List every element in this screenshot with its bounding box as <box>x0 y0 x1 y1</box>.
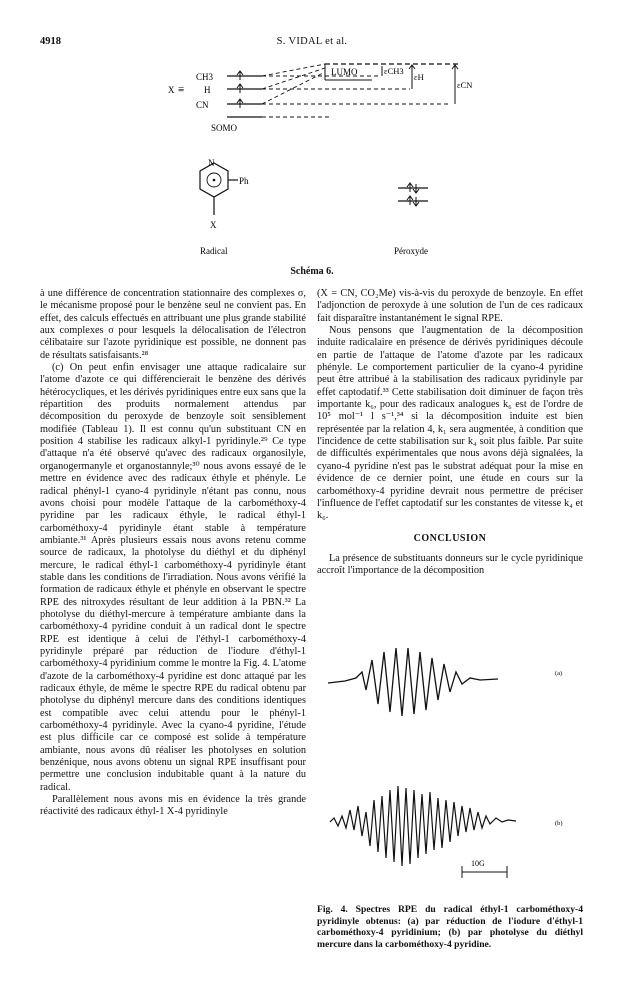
paragraph: Nous pensons que l'augmentation de la décomposition induite radicalaire en présence de dérivés pyridiniques découle en partie de l'attaque de l'atome d'azote par les radicaux phényle. Le comportement particulier de la cyano-4 pyridine peut être attribué à la stabilisation des radicaux pyridinyle par effet captodatif.³³ Cette stabilisation doit diminuer de façon très importante k₆, pour des radicaux analogues k₆ est de l'ordre de 10⁵ mol⁻¹ l s⁻¹,³⁴ si la décomposition induite est bien représentée par la relation 4, k₁ sera augmentée, à condition que l'incidence de cette stabilisation sur k₄ soit plus faible. Par suite de difficultés expérimentales que nous avons déjà signalées, la cyano-4 pyridine n'est pas le substrat adéquat pour la mise en évidence de ce dernier point, une étude en cours sur la carbométhoxy-4 pyridine devrait nous permettre de préciser l'influence de l'effet captodatif sur les constantes de vitesse k₄ et k₆. <box>317 325 583 522</box>
level-ch3-label: CH3 <box>196 72 214 82</box>
paragraph: Parallèlement nous avons mis en évidence la très grande réactivité des radicaux éthyl-1 X-4 pyridinyle <box>40 794 306 818</box>
paragraph: à une différence de concentration stationnaire des complexes σ, le mécanisme proposé pour le benzène seul ne convient pas. En effet, des calculs effectués en attribuant une plus grande stabilité aux complexes σ pour lesquels la délocalisation de l'électron célibataire sur l'azote pyridinique est possible, ne donnent pas de résultats satisfaisants.²⁸ <box>40 288 306 361</box>
ring-n-label: N <box>208 158 215 168</box>
peroxide-levels-diagram <box>398 183 428 206</box>
eps-ch3-label: εCH3 <box>384 66 404 76</box>
lumo-label: LUMO <box>331 67 358 77</box>
level-cn-label: CN <box>196 100 209 110</box>
running-title: S. VIDAL et al. <box>276 36 348 47</box>
somo-label: SOMO <box>211 123 238 133</box>
level-h-label: H <box>204 85 211 95</box>
spectrum-a <box>328 648 498 716</box>
eps-h-label: εH <box>414 72 424 82</box>
eps-cn-label: εCN <box>457 80 473 90</box>
substituent-x-label: X <box>210 220 217 230</box>
spectrum-a-label: (a) <box>555 670 563 677</box>
ph-label: Ph <box>239 176 249 186</box>
spectrum-b <box>330 786 516 866</box>
radical-label: Radical <box>200 246 228 256</box>
pyridinyl-radical-structure <box>200 158 249 230</box>
peroxide-label: Péroxyde <box>394 246 428 256</box>
page-number: 4918 <box>40 36 61 47</box>
spectrum-b-label: (b) <box>555 820 563 827</box>
conclusion-heading: CONCLUSION <box>413 532 487 544</box>
svg-text:≡: ≡ <box>178 84 185 96</box>
figure-4-caption: Fig. 4. Spectres RPE du radical éthyl-1 carbométhoxy-4 pyridinyle obtenus: (a) par réduction de l'iodure d'éthyl-1 carbométhoxy-4 pyridinium; (b) par photolyse du diéthyl mercure dans la carbométhoxy-4 pyridine. <box>317 904 583 950</box>
paragraph: (X = CN, CO₂Me) vis-à-vis du peroxyde de benzoyle. En effet l'adjonction de peroxyde à une solution de l'un de ces radicaux fait disparaître instantanément le signal RPE. <box>317 288 583 324</box>
conclusion-text: La présence de substituants donneurs sur le cycle pyridinique accroît l'importance de la décomposition <box>317 552 583 577</box>
scheme-6-diagram <box>0 0 624 268</box>
scale-bar-label: 10G <box>471 859 485 868</box>
scheme-caption: Schéma 6. <box>290 266 334 277</box>
right-column <box>317 288 583 578</box>
level-x-label: X <box>168 85 175 95</box>
paragraph: (c) On peut enfin envisager une attaque radicalaire sur l'atome d'azote ce qui différencierait le benzène des dérivés hétérocycliques, et les dérivés pyridiniques entre eux sans que la répartition des produits normalement attendus par décomposition du peroxyde de benzoyle soit sensiblement modifiée (Tableau 1). Il est connu qu'un substituant CN en position 4 stabilise les radicaux alkyl-1 pyridinyle.²⁹ Ce type d'attaque n'a été observé qu'avec des radicaux organosilyle, organogermanyle et organostannyle;³⁰ nous avons essayé de le mettre en évidence avec des radicaux éthyle et phényle. Le radical phényl-1 cyano-4 pyridinyle n'étant pas connu, nous avons choisi pour modèle l'attaque de la carbométhoxy-4 pyridine par les radicaux éthyle, le radical éthyl-1 carbométhoxy-4 pyridinyle étant stable à température ambiante.³¹ Après plusieurs essais nous avons retenu comme source de radicaux, la photolyse du diéthyl et du diphényl mercure, le radical éthyl-1 carbométhoxy-4 pyridinyle étant stable dans les conditions de l'irradiation. Nous avons vérifié la formation de radicaux éthyle et phényle en observant le spectre RPE des nitroxydes résultant de leur addition à la PBN.³² La photolyse du diéthyl-mercure à température ambiante dans la carbométhoxy-4 pyridine conduit à un radical dont le spectre RPE est identique à celui de l'éthyl-1 carbométhoxy-4 pyridinyle préparé par réduction de l'iodure d'éthyl-1 carbométhoxy-4 pyridinium comme le montre la Fig. 4. L'atome d'azote de la carbométhoxy-4 pyridine est donc attaqué par les radicaux éthyle, de même le spectre RPE du radical obtenu par photolyse du diphényl mercure dans des conditions identiques est compatible avec celui attendu pour le phényl-1 carbométhoxy-4 pyridinyle. Avec la cyano-4 pyridine, l'étude est plus difficile car ce composé est solide à température ambiante, nous avons dû réaliser les photolyses en solution benzénique, nous avons obtenu un signal RPE insuffisant pour permettre une conclusion indubitable quant à la nature du radical. <box>40 362 306 793</box>
left-column <box>40 288 306 819</box>
